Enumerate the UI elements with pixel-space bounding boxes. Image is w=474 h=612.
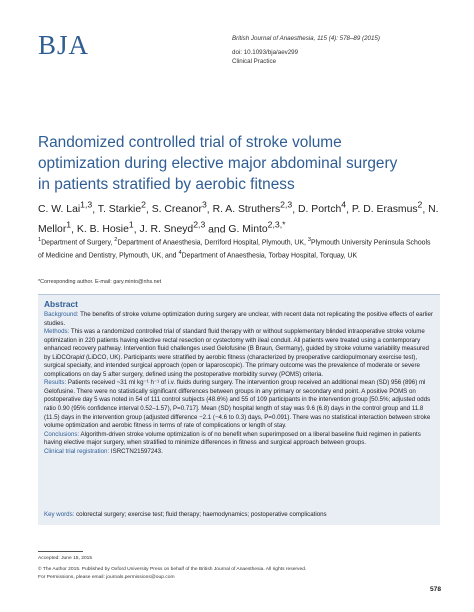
author[interactable]: J. R. Sneyd$^{2,3}$ xyxy=(139,219,206,236)
page-number: 578 xyxy=(430,586,442,593)
title-line: in patients stratified by aerobic fitness xyxy=(38,176,295,193)
author[interactable]: K. B. Hosie$^1$ xyxy=(76,219,134,236)
author[interactable]: N. Mellor$^1$ xyxy=(38,204,439,236)
author[interactable]: D. Portch$^4$ xyxy=(297,200,347,216)
title-line: optimization during elective major abdominal surgery xyxy=(38,155,398,172)
abstract-background: Background: The benefits of stroke volume optimization during surgery are unclear, with recent data not replicating the positive effects of earlier studies. xyxy=(44,311,433,327)
abstract-conclusions: Conclusions: Algorithm-driven stroke volume optimization is of no benefit when superimposed on a liberal baseline fluid regimen in patients having elective major surgery, when stratified to minimize differences in fitness and surgical approach between groups. xyxy=(44,430,421,447)
author[interactable]: T. Starkie$^2$ xyxy=(97,200,146,216)
author[interactable]: C. W. Lai$^{1,3}$ xyxy=(38,200,93,216)
author[interactable]: G. Minto$^{2,3,*}$ xyxy=(228,219,286,236)
journal-info xyxy=(232,34,380,66)
permissions-notice[interactable]: For Permissions, please email: journals.permissions@oup.com xyxy=(38,574,175,580)
article-section: Clinical Practice xyxy=(232,58,277,65)
abstract-heading: Abstract xyxy=(44,299,78,309)
author-conjunction: and xyxy=(208,224,226,236)
abstract-box xyxy=(38,294,440,525)
author[interactable]: S. Creanor$^3$ xyxy=(151,200,207,216)
affiliations: $^1$Department of Surgery, $^2$Department of Anaesthesia, Derriford Hospital, Plymouth, UK, $^3$Plymouth University Peninsula Schools of Medicine and Dentistry, Plymouth, UK, and $^4$Department of Anaesthesia, Torbay Hospital, Torquay, UK xyxy=(38,237,431,260)
footer xyxy=(38,555,418,581)
accepted-date: Accepted: June 15, 2015 xyxy=(38,556,93,561)
doi-link[interactable]: doi: 10.1093/bja/aev299 xyxy=(232,49,299,56)
abstract-methods: Methods: This was a randomized controlled trial of standard fluid therapy with or without supplementary blinded intraoperative stroke volume optimization in 220 patients having elective rectal resection or cystectomy with ileal conduit. All patients were treated using a contemporary enhanced recovery pathway. Intervention fluid challenges used Gelofusine (B Braun, Germany), guided by stroke volume variability measured by LiDCOrapid (LiDCO, UK). Participants were stratified by aerobic fitness (characterized by preoperative cardiopulmonary exercise test), surgical specialty, and intended surgical approach (open or laparoscopic). The primary outcome was the prevalence of moderate or severe complications on day 5 after surgery, defined using the postoperative morbidity survey (POMS) criteria. xyxy=(44,328,429,378)
abstract-body xyxy=(44,311,434,456)
title-line: Randomized controlled trial of stroke volume xyxy=(38,134,342,151)
article-title xyxy=(38,132,438,195)
corresponding-author: *Corresponding author. E-mail: gary.minto@nhs.net xyxy=(38,279,162,285)
journal-citation: British Journal of Anaesthesia, 115 (4): 578–89 (2015) xyxy=(232,35,380,42)
abstract-results: Results: Patients received ~31 ml kg⁻¹ h⁻¹ of i.v. fluids during surgery. The intervention group received an additional mean (SD) 956 (896) ml Gelofusine. There were no statistically significant differences between groups in any primary or secondary end point. A positive POMS on postoperative day 5 was noted in 54 of 111 control subjects (48.6%) and 55 of 109 participants in the intervention group [50.5%; adjusted odds ratio 0.90 (95% confidence interval 0.52–1.57), P=0.717]. Mean (SD) hospital length of stay was 9.6 (6.8) days in the control group and 11.8 (11.5) days in the intervention group (adjusted difference −2.1 (−4.6 to 0.3) days, P=0.091). There was no statistical interaction between stroke volume optimization and aerobic fitness in terms of rate of complications or length of stay. xyxy=(44,379,431,430)
keywords: Key words: colorectal surgery; exercise test; fluid therapy; haemodynamics; postoperative complications xyxy=(44,511,327,518)
footer-divider xyxy=(38,551,83,552)
abstract-trial-registration: Clinical trial registration: ISRCTN21597243. xyxy=(44,447,163,455)
copyright-notice: © The Author 2015. Published by Oxford University Press on behalf of the British Journal of Anaesthesia. All rights reserved. xyxy=(38,566,307,572)
author[interactable]: R. A. Struthers$^{2,3}$ xyxy=(212,200,293,216)
journal-logo: BJA xyxy=(38,30,90,60)
author-list: C. W. Lai$^{1,3}$, T. Starkie$^2$, S. Creanor$^3$, R. A. Struthers$^{2,3}$, D. Portch$^4$, P. D. Erasmus$^2$, N. Mellor$^1$, K. B. Hosie$^1$, J. R. Sneyd$^{2,3}$ and G. Minto$^{2,3,*}$ xyxy=(38,200,439,236)
author[interactable]: P. D. Erasmus$^2$ xyxy=(351,200,423,216)
